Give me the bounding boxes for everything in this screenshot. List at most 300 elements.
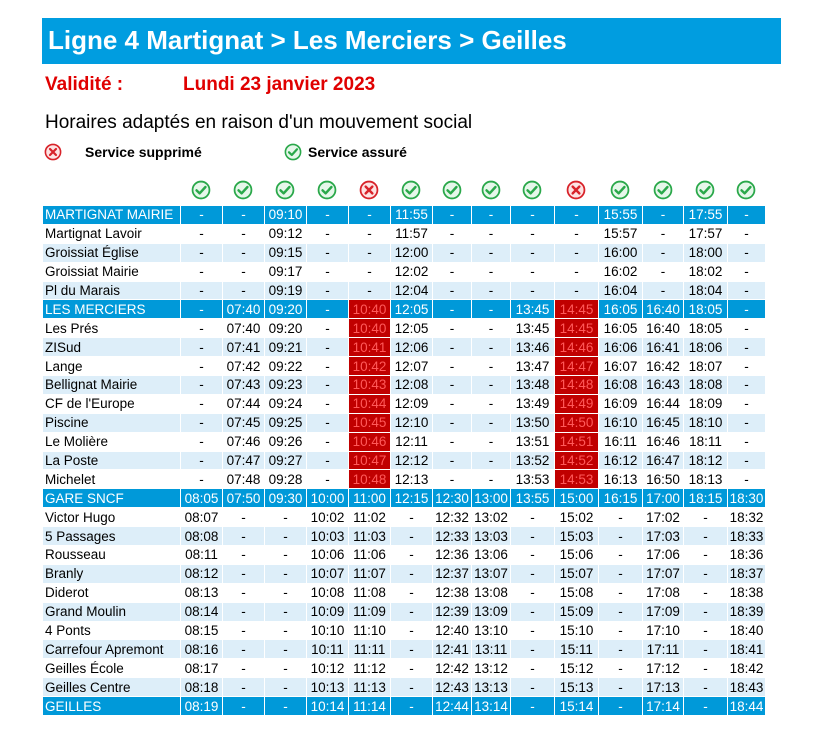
time-cell: - (511, 508, 555, 527)
time-cell: 15:55 (599, 206, 643, 225)
time-cell: 18:43 (728, 678, 766, 697)
time-cell: - (643, 243, 684, 262)
time-cell: - (472, 338, 511, 357)
time-cell: - (223, 583, 265, 602)
stop-row (43, 243, 766, 262)
time-cell: 10:06 (307, 546, 349, 565)
stop-row (43, 659, 766, 678)
time-cell: - (433, 281, 472, 300)
time-cell: 08:05 (181, 489, 223, 508)
time-cell: 07:45 (223, 413, 265, 432)
time-cell: - (433, 319, 472, 338)
stop-name: Groissiat Mairie (43, 262, 181, 281)
stop-name: Piscine (43, 413, 181, 432)
time-cell: - (684, 564, 728, 583)
time-cell: 12:40 (433, 621, 472, 640)
time-cell: 12:05 (391, 300, 433, 319)
time-cell: - (307, 470, 349, 489)
time-cell: 08:18 (181, 678, 223, 697)
cancelled-icon (566, 180, 586, 200)
time-cell: - (472, 376, 511, 395)
stop-row (43, 621, 766, 640)
time-cell: - (181, 394, 223, 413)
time-cell: 11:07 (349, 564, 391, 583)
time-cell: - (472, 281, 511, 300)
time-cell: - (511, 678, 555, 697)
time-cell: - (684, 659, 728, 678)
time-cell: - (265, 527, 307, 546)
time-cell: - (599, 546, 643, 565)
time-cell: 09:21 (265, 338, 307, 357)
time-cell: 12:42 (433, 659, 472, 678)
time-cell: 15:11 (555, 640, 599, 659)
time-cell: - (181, 224, 223, 243)
time-cell: 07:48 (223, 470, 265, 489)
time-cell: - (349, 262, 391, 281)
time-cell: - (349, 281, 391, 300)
time-cell: 18:13 (684, 470, 728, 489)
stop-name: 4 Ponts (43, 621, 181, 640)
time-cell: - (349, 206, 391, 225)
time-cell: - (472, 432, 511, 451)
major-stop-row (43, 489, 766, 508)
time-cell: 12:33 (433, 527, 472, 546)
time-cell: 11:00 (349, 489, 391, 508)
time-cell: 18:10 (684, 413, 728, 432)
time-cell: - (181, 432, 223, 451)
time-cell: 15:13 (555, 678, 599, 697)
time-cell: - (223, 527, 265, 546)
time-cell: 10:08 (307, 583, 349, 602)
time-cell: 10:46 (349, 432, 391, 451)
time-cell: 12:07 (391, 357, 433, 376)
time-cell: 18:05 (684, 319, 728, 338)
stop-row (43, 678, 766, 697)
time-cell: 12:38 (433, 583, 472, 602)
time-cell: 12:06 (391, 338, 433, 357)
time-cell: 13:07 (472, 564, 511, 583)
time-cell: - (223, 546, 265, 565)
check-icon (442, 180, 462, 200)
time-cell: - (472, 413, 511, 432)
time-cell: 11:12 (349, 659, 391, 678)
time-cell: 18:36 (728, 546, 766, 565)
time-cell: 17:07 (643, 564, 684, 583)
time-cell: 13:47 (511, 357, 555, 376)
time-cell: - (223, 621, 265, 640)
time-cell: - (223, 564, 265, 583)
stop-row (43, 357, 766, 376)
time-cell: - (511, 224, 555, 243)
stop-name: Bellignat Mairie (43, 376, 181, 395)
time-cell: 14:52 (555, 451, 599, 470)
time-cell: - (181, 206, 223, 225)
time-cell: - (349, 224, 391, 243)
time-cell: 17:57 (684, 224, 728, 243)
time-cell: 11:10 (349, 621, 391, 640)
time-cell: - (728, 432, 766, 451)
time-cell: - (728, 357, 766, 376)
time-cell: 16:12 (599, 451, 643, 470)
stop-row (43, 376, 766, 395)
stop-row (43, 394, 766, 413)
time-cell: - (472, 224, 511, 243)
major-stop-row (43, 697, 766, 716)
time-cell: 15:12 (555, 659, 599, 678)
stop-row (43, 432, 766, 451)
time-cell: - (728, 413, 766, 432)
time-cell: 18:30 (728, 489, 766, 508)
time-cell: 09:17 (265, 262, 307, 281)
timetable (42, 205, 766, 716)
time-cell: 15:02 (555, 508, 599, 527)
time-cell: 15:06 (555, 546, 599, 565)
time-cell: - (391, 659, 433, 678)
time-cell: 16:06 (599, 338, 643, 357)
time-cell: 15:09 (555, 602, 599, 621)
time-cell: 11:13 (349, 678, 391, 697)
time-cell: 10:03 (307, 527, 349, 546)
time-cell: - (265, 659, 307, 678)
time-cell: 07:50 (223, 489, 265, 508)
time-cell: 10:45 (349, 413, 391, 432)
legend-cancelled-label: Service supprimé (85, 144, 202, 160)
time-cell: 09:26 (265, 432, 307, 451)
time-cell: 18:44 (728, 697, 766, 716)
time-cell: - (643, 262, 684, 281)
time-cell: - (181, 357, 223, 376)
time-cell: - (472, 262, 511, 281)
time-cell: 11:55 (391, 206, 433, 225)
time-cell: - (307, 338, 349, 357)
time-cell: 09:12 (265, 224, 307, 243)
time-cell: 17:13 (643, 678, 684, 697)
time-cell: - (555, 281, 599, 300)
time-cell: - (472, 451, 511, 470)
time-cell: - (555, 262, 599, 281)
time-cell: - (684, 678, 728, 697)
time-cell: 10:11 (307, 640, 349, 659)
stop-name: Branly (43, 564, 181, 583)
time-cell: 07:41 (223, 338, 265, 357)
stop-name: Rousseau (43, 546, 181, 565)
stop-name: CF de l'Europe (43, 394, 181, 413)
stop-name: Le Molière (43, 432, 181, 451)
time-cell: 07:42 (223, 357, 265, 376)
time-cell: - (391, 621, 433, 640)
time-cell: 14:45 (555, 319, 599, 338)
time-cell: 18:08 (684, 376, 728, 395)
time-cell: - (511, 583, 555, 602)
time-cell: 17:55 (684, 206, 728, 225)
time-cell: - (181, 281, 223, 300)
time-cell: - (728, 394, 766, 413)
time-cell: - (433, 338, 472, 357)
time-cell: - (433, 262, 472, 281)
time-cell: - (728, 376, 766, 395)
time-cell: - (643, 206, 684, 225)
time-cell: 15:07 (555, 564, 599, 583)
time-cell: 14:50 (555, 413, 599, 432)
time-cell: 12:13 (391, 470, 433, 489)
time-cell: 14:51 (555, 432, 599, 451)
time-cell: - (684, 697, 728, 716)
time-cell: - (728, 281, 766, 300)
time-cell: 18:00 (684, 243, 728, 262)
time-cell: - (511, 697, 555, 716)
page-title: Ligne 4 Martignat > Les Merciers > Geilles (48, 25, 567, 55)
time-cell: - (391, 640, 433, 659)
time-cell: - (433, 243, 472, 262)
service-notice: Horaires adaptés en raison d'un mouvement social (45, 112, 473, 133)
time-cell: 12:44 (433, 697, 472, 716)
time-cell: - (472, 319, 511, 338)
time-cell: - (307, 206, 349, 225)
time-cell: - (265, 602, 307, 621)
time-cell: 13:51 (511, 432, 555, 451)
time-cell: 13:11 (472, 640, 511, 659)
time-cell: 15:00 (555, 489, 599, 508)
time-cell: 11:06 (349, 546, 391, 565)
time-cell: - (181, 262, 223, 281)
time-cell: 12:04 (391, 281, 433, 300)
time-cell: 12:37 (433, 564, 472, 583)
time-cell: 08:14 (181, 602, 223, 621)
time-cell: 17:03 (643, 527, 684, 546)
time-cell: - (433, 432, 472, 451)
time-cell: 13:45 (511, 319, 555, 338)
time-cell: - (728, 300, 766, 319)
time-cell: 16:44 (643, 394, 684, 413)
stop-name: Michelet (43, 470, 181, 489)
time-cell: - (181, 413, 223, 432)
stop-name: 5 Passages (43, 527, 181, 546)
time-cell: 17:06 (643, 546, 684, 565)
stop-row (43, 413, 766, 432)
stop-row (43, 564, 766, 583)
time-cell: 16:40 (643, 300, 684, 319)
stop-name: Martignat Lavoir (43, 224, 181, 243)
time-cell: 09:23 (265, 376, 307, 395)
time-cell: - (391, 583, 433, 602)
time-cell: - (433, 413, 472, 432)
time-cell: - (307, 262, 349, 281)
time-cell: - (599, 640, 643, 659)
time-cell: - (391, 527, 433, 546)
time-cell: - (433, 300, 472, 319)
time-cell: - (265, 546, 307, 565)
time-cell: - (728, 338, 766, 357)
time-cell: - (511, 659, 555, 678)
time-cell: 17:10 (643, 621, 684, 640)
time-cell: 16:04 (599, 281, 643, 300)
time-cell: 08:08 (181, 527, 223, 546)
time-cell: - (433, 470, 472, 489)
time-cell: 11:14 (349, 697, 391, 716)
time-cell: - (307, 281, 349, 300)
time-cell: 15:10 (555, 621, 599, 640)
time-cell: 17:09 (643, 602, 684, 621)
time-cell: - (265, 697, 307, 716)
stop-name: LES MERCIERS (43, 300, 181, 319)
time-cell: 17:02 (643, 508, 684, 527)
time-cell: 18:40 (728, 621, 766, 640)
time-cell: - (391, 697, 433, 716)
time-cell: 09:10 (265, 206, 307, 225)
time-cell: 12:08 (391, 376, 433, 395)
stop-name: Geilles Centre (43, 678, 181, 697)
time-cell: - (265, 640, 307, 659)
time-cell: 12:09 (391, 394, 433, 413)
time-cell: 14:45 (555, 300, 599, 319)
time-cell: 13:50 (511, 413, 555, 432)
time-cell: 12:00 (391, 243, 433, 262)
time-cell: 10:44 (349, 394, 391, 413)
time-cell: - (472, 470, 511, 489)
time-cell: 10:12 (307, 659, 349, 678)
check-icon (275, 180, 295, 200)
time-cell: 14:53 (555, 470, 599, 489)
time-cell: 08:15 (181, 621, 223, 640)
time-cell: 15:14 (555, 697, 599, 716)
time-cell: 14:47 (555, 357, 599, 376)
time-cell: 13:46 (511, 338, 555, 357)
time-cell: 18:37 (728, 564, 766, 583)
time-cell: - (684, 640, 728, 659)
time-cell: - (599, 697, 643, 716)
stop-name: Geilles École (43, 659, 181, 678)
check-icon (653, 180, 673, 200)
time-cell: 16:10 (599, 413, 643, 432)
check-icon (695, 180, 715, 200)
time-cell: - (599, 564, 643, 583)
legend-cancelled (44, 143, 202, 161)
time-cell: - (181, 376, 223, 395)
stop-name: Les Prés (43, 319, 181, 338)
time-cell: 08:13 (181, 583, 223, 602)
time-cell: 16:15 (599, 489, 643, 508)
stop-row (43, 527, 766, 546)
time-cell: - (223, 678, 265, 697)
time-cell: 16:09 (599, 394, 643, 413)
time-cell: - (391, 678, 433, 697)
time-cell: 12:05 (391, 319, 433, 338)
time-cell: 13:06 (472, 546, 511, 565)
time-cell: 12:32 (433, 508, 472, 527)
time-cell: 07:44 (223, 394, 265, 413)
time-cell: 13:10 (472, 621, 511, 640)
time-cell: 12:30 (433, 489, 472, 508)
time-cell: - (307, 300, 349, 319)
time-cell: - (265, 621, 307, 640)
check-icon (522, 180, 542, 200)
time-cell: - (433, 376, 472, 395)
check-icon (736, 180, 756, 200)
time-cell: 12:12 (391, 451, 433, 470)
time-cell: - (307, 224, 349, 243)
time-cell: 13:02 (472, 508, 511, 527)
stop-row (43, 262, 766, 281)
time-cell: 18:05 (684, 300, 728, 319)
time-cell: - (472, 300, 511, 319)
time-cell: 10:47 (349, 451, 391, 470)
time-cell: 10:07 (307, 564, 349, 583)
time-cell: - (599, 508, 643, 527)
time-cell: - (433, 224, 472, 243)
time-cell: - (391, 602, 433, 621)
time-cell: - (223, 243, 265, 262)
cancelled-icon (44, 143, 62, 161)
time-cell: 09:20 (265, 319, 307, 338)
time-cell: 12:11 (391, 432, 433, 451)
time-cell: 12:39 (433, 602, 472, 621)
time-cell: 16:11 (599, 432, 643, 451)
time-cell: 13:14 (472, 697, 511, 716)
stop-row (43, 281, 766, 300)
time-cell: - (181, 451, 223, 470)
time-cell: 10:02 (307, 508, 349, 527)
time-cell: - (181, 300, 223, 319)
time-cell: - (599, 583, 643, 602)
time-cell: - (728, 470, 766, 489)
time-cell: - (307, 413, 349, 432)
time-cell: - (472, 394, 511, 413)
time-cell: 11:02 (349, 508, 391, 527)
time-cell: - (307, 432, 349, 451)
check-icon (233, 180, 253, 200)
time-cell: 16:05 (599, 300, 643, 319)
time-cell: 07:46 (223, 432, 265, 451)
time-cell: 10:09 (307, 602, 349, 621)
time-cell: - (307, 394, 349, 413)
time-cell: 12:41 (433, 640, 472, 659)
stop-row (43, 451, 766, 470)
time-cell: 16:47 (643, 451, 684, 470)
time-cell: - (223, 602, 265, 621)
stop-name: ZISud (43, 338, 181, 357)
time-cell: - (472, 357, 511, 376)
title-bar (42, 18, 781, 64)
time-cell: 16:05 (599, 319, 643, 338)
time-cell: - (684, 546, 728, 565)
time-cell: 18:12 (684, 451, 728, 470)
time-cell: 13:00 (472, 489, 511, 508)
time-cell: - (599, 659, 643, 678)
time-cell: - (307, 376, 349, 395)
time-cell: 12:10 (391, 413, 433, 432)
time-cell: - (643, 224, 684, 243)
time-cell: 09:28 (265, 470, 307, 489)
major-stop-row (43, 206, 766, 225)
time-cell: 18:39 (728, 602, 766, 621)
stop-name: Grand Moulin (43, 602, 181, 621)
stop-name: Pl du Marais (43, 281, 181, 300)
time-cell: 18:42 (728, 659, 766, 678)
time-cell: 09:19 (265, 281, 307, 300)
time-cell: 08:17 (181, 659, 223, 678)
time-cell: 13:09 (472, 602, 511, 621)
check-icon (317, 180, 337, 200)
time-cell: 18:11 (684, 432, 728, 451)
time-cell: - (391, 508, 433, 527)
time-cell: 09:20 (265, 300, 307, 319)
time-cell: 12:15 (391, 489, 433, 508)
time-cell: - (555, 243, 599, 262)
time-cell: 16:43 (643, 376, 684, 395)
time-cell: 09:30 (265, 489, 307, 508)
time-cell: 13:03 (472, 527, 511, 546)
time-cell: 08:19 (181, 697, 223, 716)
